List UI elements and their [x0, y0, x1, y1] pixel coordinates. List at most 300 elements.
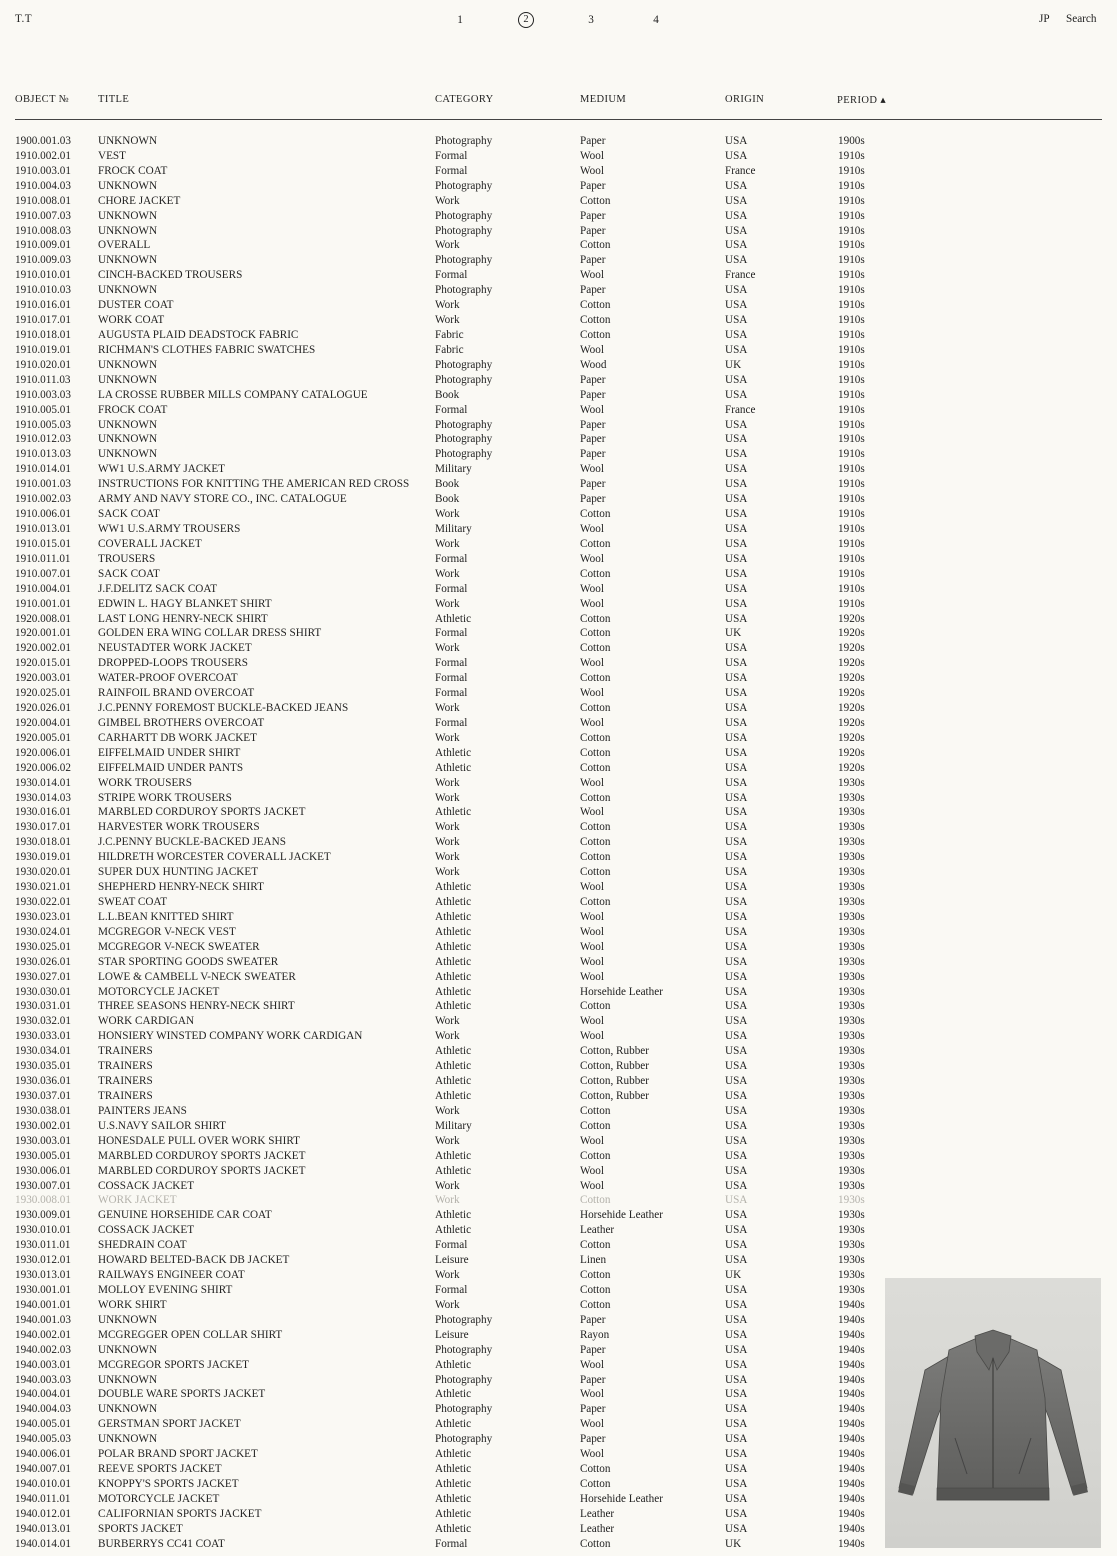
object-medium: Wool: [580, 1358, 604, 1371]
table-row[interactable]: [0, 253, 1117, 268]
object-origin: USA: [725, 478, 748, 491]
table-row[interactable]: [0, 477, 1117, 492]
table-row[interactable]: [0, 298, 1117, 313]
page-link-4[interactable]: 4: [653, 14, 659, 26]
object-title: HOWARD BELTED-BACK DB JACKET: [98, 1254, 290, 1267]
table-row[interactable]: [0, 701, 1117, 716]
object-period: 1910s: [838, 209, 865, 222]
object-category: Work: [435, 239, 460, 252]
table-row[interactable]: [0, 910, 1117, 925]
table-row[interactable]: [0, 268, 1117, 283]
table-row[interactable]: [0, 179, 1117, 194]
table-row[interactable]: [0, 1044, 1117, 1059]
object-title: EDWIN L. HAGY BLANKET SHIRT: [98, 597, 272, 610]
object-origin: USA: [725, 1179, 748, 1192]
object-origin: USA: [725, 522, 748, 535]
object-number: 1910.006.01: [15, 508, 71, 521]
table-row[interactable]: [0, 761, 1117, 776]
object-preview-image: [885, 1278, 1101, 1548]
object-medium: Leather: [580, 1224, 615, 1237]
table-row[interactable]: [0, 507, 1117, 522]
object-category: Work: [435, 851, 460, 864]
object-medium: Cotton: [580, 746, 611, 759]
object-number: 1930.010.01: [15, 1224, 71, 1237]
object-category: Athletic: [435, 970, 472, 983]
object-origin: USA: [725, 1418, 748, 1431]
object-period: 1940s: [838, 1433, 865, 1446]
object-number: 1930.032.01: [15, 1015, 71, 1028]
table-row[interactable]: [0, 686, 1117, 701]
table-row[interactable]: [0, 343, 1117, 358]
page-link-3[interactable]: 3: [588, 14, 594, 26]
table-row[interactable]: [0, 373, 1117, 388]
object-origin: USA: [725, 1388, 748, 1401]
object-number: 1940.010.01: [15, 1477, 71, 1490]
col-header-origin[interactable]: ORIGIN: [725, 94, 765, 105]
object-number: 1910.020.01: [15, 358, 71, 371]
object-category: Work: [435, 567, 460, 580]
object-category: Photography: [435, 254, 493, 267]
table-row[interactable]: [0, 1029, 1117, 1044]
object-category: Photography: [435, 1403, 493, 1416]
object-category: Work: [435, 1030, 460, 1043]
table-row[interactable]: [0, 403, 1117, 418]
table-row[interactable]: [0, 522, 1117, 537]
table-row[interactable]: [0, 1179, 1117, 1194]
object-medium: Cotton: [580, 567, 611, 580]
object-period: 1910s: [838, 269, 865, 282]
object-category: Work: [435, 1134, 460, 1147]
object-title: GENUINE HORSEHIDE CAR COAT: [98, 1209, 272, 1222]
object-category: Photography: [435, 209, 493, 222]
object-title: MARBLED CORDUROY SPORTS JACKET: [98, 1149, 306, 1162]
object-category: Fabric: [435, 343, 464, 356]
object-category: Athletic: [435, 1358, 472, 1371]
object-medium: Wool: [580, 925, 604, 938]
col-header-title[interactable]: TITLE: [98, 94, 130, 105]
object-number: 1910.014.01: [15, 463, 71, 476]
table-row[interactable]: [0, 1074, 1117, 1089]
object-number: 1930.005.01: [15, 1149, 71, 1162]
object-period: 1930s: [838, 821, 865, 834]
object-title: MOLLOY EVENING SHIRT: [98, 1283, 233, 1296]
object-period: 1930s: [838, 1179, 865, 1192]
object-number: 1940.001.03: [15, 1313, 71, 1326]
page-link-2-current[interactable]: 2: [518, 12, 534, 28]
object-origin: USA: [725, 1015, 748, 1028]
table-row[interactable]: [0, 671, 1117, 686]
object-title: GOLDEN ERA WING COLLAR DRESS SHIRT: [98, 627, 322, 640]
object-number: 1930.011.01: [15, 1239, 71, 1252]
object-title: UNKNOWN: [98, 418, 158, 431]
table-row[interactable]: [0, 940, 1117, 955]
object-number: 1910.005.03: [15, 418, 71, 431]
object-medium: Paper: [580, 448, 606, 461]
table-row[interactable]: [0, 209, 1117, 224]
table-row[interactable]: [0, 612, 1117, 627]
table-row[interactable]: [0, 238, 1117, 253]
object-title: COVERALL JACKET: [98, 537, 202, 550]
object-origin: USA: [725, 508, 748, 521]
table-row[interactable]: [0, 1134, 1117, 1149]
table-row[interactable]: [0, 985, 1117, 1000]
table-row[interactable]: [0, 328, 1117, 343]
table-row[interactable]: [0, 194, 1117, 209]
object-title: STAR SPORTING GOODS SWEATER: [98, 955, 279, 968]
object-origin: USA: [725, 1507, 748, 1520]
object-period: 1940s: [838, 1358, 865, 1371]
table-row[interactable]: [0, 149, 1117, 164]
object-medium: Paper: [580, 1433, 606, 1446]
object-origin: USA: [725, 1254, 748, 1267]
object-title: SACK COAT: [98, 567, 160, 580]
table-row[interactable]: [0, 582, 1117, 597]
object-title: HONSIERY WINSTED COMPANY WORK CARDIGAN: [98, 1030, 363, 1043]
object-origin: USA: [725, 642, 748, 655]
object-category: Athletic: [435, 940, 472, 953]
object-origin: France: [725, 403, 756, 416]
object-origin: USA: [725, 1448, 748, 1461]
object-medium: Cotton: [580, 1477, 611, 1490]
object-number: 1940.011.01: [15, 1492, 71, 1505]
table-row[interactable]: [0, 358, 1117, 373]
object-number: 1910.018.01: [15, 328, 71, 341]
object-category: Athletic: [435, 910, 472, 923]
object-medium: Cotton, Rubber: [580, 1060, 649, 1073]
object-period: 1940s: [838, 1537, 865, 1550]
table-row[interactable]: [0, 820, 1117, 835]
object-category: Work: [435, 731, 460, 744]
object-period: 1910s: [838, 448, 865, 461]
object-title: UNKNOWN: [98, 1403, 158, 1416]
object-medium: Horsehide Leather: [580, 1209, 663, 1222]
object-category: Formal: [435, 1239, 468, 1252]
object-number: 1930.018.01: [15, 836, 71, 849]
object-title: UNKNOWN: [98, 358, 158, 371]
col-header-medium[interactable]: MEDIUM: [580, 94, 627, 105]
object-title: LAST LONG HENRY-NECK SHIRT: [98, 612, 268, 625]
object-medium: Cotton: [580, 1463, 611, 1476]
table-row[interactable]: [0, 1119, 1117, 1134]
object-origin: UK: [725, 358, 742, 371]
object-category: Athletic: [435, 746, 472, 759]
object-period: 1920s: [838, 746, 865, 759]
object-number: 1910.010.03: [15, 284, 71, 297]
object-period: 1910s: [838, 358, 865, 371]
object-period: 1930s: [838, 776, 865, 789]
object-category: Military: [435, 1119, 472, 1132]
object-period: 1930s: [838, 1000, 865, 1013]
header-divider: [15, 119, 1102, 120]
table-row[interactable]: [0, 895, 1117, 910]
table-row[interactable]: [0, 1059, 1117, 1074]
object-period: 1910s: [838, 567, 865, 580]
object-category: Formal: [435, 582, 468, 595]
table-row[interactable]: [0, 835, 1117, 850]
table-row[interactable]: [0, 1164, 1117, 1179]
object-category: Athletic: [435, 1522, 472, 1535]
object-origin: USA: [725, 955, 748, 968]
object-number: 1940.004.03: [15, 1403, 71, 1416]
object-origin: USA: [725, 537, 748, 550]
object-title: TRAINERS: [98, 1075, 153, 1088]
object-medium: Cotton: [580, 1239, 611, 1252]
object-origin: UK: [725, 627, 742, 640]
table-row[interactable]: [0, 537, 1117, 552]
object-origin: UK: [725, 1537, 742, 1550]
object-medium: Cotton: [580, 239, 611, 252]
object-medium: Paper: [580, 1313, 606, 1326]
object-period: 1920s: [838, 642, 865, 655]
table-row[interactable]: [0, 492, 1117, 507]
object-category: Book: [435, 388, 460, 401]
object-category: Photography: [435, 1373, 493, 1386]
object-title: TROUSERS: [98, 552, 156, 565]
object-period: 1920s: [838, 672, 865, 685]
object-number: 1930.024.01: [15, 925, 71, 938]
object-period: 1930s: [838, 1209, 865, 1222]
object-number: 1940.013.01: [15, 1522, 71, 1535]
object-origin: USA: [725, 254, 748, 267]
object-period: 1910s: [838, 403, 865, 416]
object-number: 1930.030.01: [15, 985, 71, 998]
table-row[interactable]: [0, 746, 1117, 761]
object-origin: USA: [725, 1104, 748, 1117]
object-category: Work: [435, 791, 460, 804]
table-row[interactable]: [0, 134, 1117, 149]
table-row[interactable]: [0, 462, 1117, 477]
site-logo[interactable]: T.T: [15, 13, 33, 25]
object-period: 1910s: [838, 582, 865, 595]
table-row[interactable]: [0, 224, 1117, 239]
object-period: 1930s: [838, 1104, 865, 1117]
object-period: 1930s: [838, 955, 865, 968]
object-title: RAINFOIL BRAND OVERCOAT: [98, 687, 255, 700]
language-toggle[interactable]: JP: [1039, 13, 1050, 25]
object-title: UNKNOWN: [98, 373, 158, 386]
object-origin: USA: [725, 1075, 748, 1088]
table-row[interactable]: [0, 283, 1117, 298]
object-title: L.L.BEAN KNITTED SHIRT: [98, 910, 234, 923]
object-title: WW1 U.S.ARMY JACKET: [98, 463, 225, 476]
table-row[interactable]: [0, 880, 1117, 895]
object-medium: Wool: [580, 149, 604, 162]
object-medium: Cotton: [580, 508, 611, 521]
object-medium: Cotton, Rubber: [580, 1045, 649, 1058]
table-row[interactable]: [0, 955, 1117, 970]
object-number: 1930.014.01: [15, 776, 71, 789]
object-period: 1940s: [838, 1388, 865, 1401]
object-origin: USA: [725, 597, 748, 610]
object-period: 1930s: [838, 970, 865, 983]
object-title: MOTORCYCLE JACKET: [98, 985, 220, 998]
table-row[interactable]: [0, 1089, 1117, 1104]
object-category: Formal: [435, 716, 468, 729]
table-row[interactable]: [0, 805, 1117, 820]
object-category: Athletic: [435, 1045, 472, 1058]
page-link-1[interactable]: 1: [457, 14, 463, 26]
object-medium: Wool: [580, 1134, 604, 1147]
table-row[interactable]: [0, 1014, 1117, 1029]
object-title: MCGREGOR V-NECK VEST: [98, 925, 236, 938]
object-category: Photography: [435, 1433, 493, 1446]
table-row[interactable]: [0, 865, 1117, 880]
object-number: 1920.003.01: [15, 672, 71, 685]
object-title: MARBLED CORDUROY SPORTS JACKET: [98, 1164, 306, 1177]
object-period: 1910s: [838, 537, 865, 550]
object-category: Athletic: [435, 1224, 472, 1237]
object-number: 1910.012.03: [15, 433, 71, 446]
object-title: UNKNOWN: [98, 1433, 158, 1446]
object-medium: Cotton: [580, 731, 611, 744]
object-category: Work: [435, 1298, 460, 1311]
search-link[interactable]: Search: [1066, 13, 1097, 25]
object-origin: USA: [725, 761, 748, 774]
object-title: FROCK COAT: [98, 164, 168, 177]
object-number: 1920.004.01: [15, 716, 71, 729]
object-category: Formal: [435, 269, 468, 282]
object-medium: Cotton: [580, 1283, 611, 1296]
object-origin: USA: [725, 388, 748, 401]
table-row[interactable]: [0, 716, 1117, 731]
object-medium: Cotton: [580, 896, 611, 909]
col-header-period-sorted[interactable]: PERIOD ▴: [837, 95, 887, 106]
object-number: 1930.021.01: [15, 881, 71, 894]
object-category: Formal: [435, 627, 468, 640]
object-category: Formal: [435, 164, 468, 177]
object-number: 1910.005.01: [15, 403, 71, 416]
object-origin: USA: [725, 1433, 748, 1446]
object-origin: USA: [725, 687, 748, 700]
object-number: 1940.004.01: [15, 1388, 71, 1401]
object-number: 1940.007.01: [15, 1463, 71, 1476]
table-row[interactable]: [0, 791, 1117, 806]
table-row[interactable]: [0, 776, 1117, 791]
object-title: HONESDALE PULL OVER WORK SHIRT: [98, 1134, 300, 1147]
object-title: J.C.PENNY BUCKLE-BACKED JEANS: [98, 836, 286, 849]
object-origin: USA: [725, 970, 748, 983]
object-period: 1910s: [838, 164, 865, 177]
object-number: 1910.003.01: [15, 164, 71, 177]
object-period: 1920s: [838, 657, 865, 670]
jacket-photo-icon: [885, 1278, 1101, 1548]
object-origin: USA: [725, 851, 748, 864]
table-row[interactable]: [0, 567, 1117, 582]
object-category: Formal: [435, 657, 468, 670]
object-origin: UK: [725, 1269, 742, 1282]
object-period: 1910s: [838, 552, 865, 565]
table-row[interactable]: [0, 731, 1117, 746]
object-number: 1930.034.01: [15, 1045, 71, 1058]
object-origin: USA: [725, 821, 748, 834]
col-header-object-no[interactable]: OBJECT №: [15, 94, 70, 105]
object-category: Athletic: [435, 1388, 472, 1401]
object-origin: USA: [725, 299, 748, 312]
table-row[interactable]: [0, 641, 1117, 656]
object-period: 1930s: [838, 1075, 865, 1088]
object-title: UNKNOWN: [98, 448, 158, 461]
object-origin: USA: [725, 1224, 748, 1237]
object-number: 1910.007.03: [15, 209, 71, 222]
table-row[interactable]: [0, 999, 1117, 1014]
table-row[interactable]: [0, 1238, 1117, 1253]
object-period: 1940s: [838, 1418, 865, 1431]
object-category: Athletic: [435, 1000, 472, 1013]
object-category: Athletic: [435, 1448, 472, 1461]
object-origin: USA: [725, 806, 748, 819]
object-title: EIFFELMAID UNDER SHIRT: [98, 746, 241, 759]
table-row[interactable]: [0, 925, 1117, 940]
table-row[interactable]: [0, 1149, 1117, 1164]
object-number: 1910.009.01: [15, 239, 71, 252]
object-origin: USA: [725, 1164, 748, 1177]
object-medium: Wool: [580, 881, 604, 894]
table-row[interactable]: [0, 626, 1117, 641]
table-row[interactable]: [0, 164, 1117, 179]
object-category: Work: [435, 702, 460, 715]
object-number: 1930.003.01: [15, 1134, 71, 1147]
object-category: Athletic: [435, 1075, 472, 1088]
object-period: 1910s: [838, 508, 865, 521]
col-header-category[interactable]: CATEGORY: [435, 94, 494, 105]
table-row[interactable]: [0, 656, 1117, 671]
object-category: Athletic: [435, 896, 472, 909]
object-period: 1910s: [838, 254, 865, 267]
object-period: 1920s: [838, 716, 865, 729]
object-category: Photography: [435, 433, 493, 446]
table-row[interactable]: [0, 597, 1117, 612]
table-row[interactable]: [0, 970, 1117, 985]
table-row[interactable]: [0, 1223, 1117, 1238]
table-row[interactable]: [0, 552, 1117, 567]
object-period: 1920s: [838, 612, 865, 625]
object-title: LA CROSSE RUBBER MILLS COMPANY CATALOGUE: [98, 388, 368, 401]
object-category: Work: [435, 776, 460, 789]
object-medium: Wool: [580, 269, 604, 282]
object-period: 1910s: [838, 373, 865, 386]
table-row[interactable]: [0, 1104, 1117, 1119]
object-medium: Wool: [580, 1030, 604, 1043]
object-number: 1910.011.03: [15, 373, 71, 386]
table-row[interactable]: [0, 447, 1117, 462]
table-row[interactable]: [0, 388, 1117, 403]
object-title: SHEDRAIN COAT: [98, 1239, 187, 1252]
object-origin: USA: [725, 1343, 748, 1356]
table-row[interactable]: [0, 1193, 1117, 1208]
object-medium: Wool: [580, 657, 604, 670]
table-row[interactable]: [0, 432, 1117, 447]
object-number: 1940.014.01: [15, 1537, 71, 1550]
table-row[interactable]: [0, 850, 1117, 865]
table-row[interactable]: [0, 313, 1117, 328]
object-title: UNKNOWN: [98, 209, 158, 222]
object-medium: Cotton: [580, 791, 611, 804]
object-number: 1910.010.01: [15, 269, 71, 282]
table-row[interactable]: [0, 1208, 1117, 1223]
object-period: 1940s: [838, 1522, 865, 1535]
table-row[interactable]: [0, 1253, 1117, 1268]
object-medium: Wool: [580, 687, 604, 700]
object-title: CARHARTT DB WORK JACKET: [98, 731, 257, 744]
object-origin: USA: [725, 552, 748, 565]
object-title: AUGUSTA PLAID DEADSTOCK FABRIC: [98, 328, 299, 341]
object-period: 1930s: [838, 1134, 865, 1147]
object-period: 1940s: [838, 1463, 865, 1476]
object-title: MARBLED CORDUROY SPORTS JACKET: [98, 806, 306, 819]
object-period: 1920s: [838, 702, 865, 715]
object-category: Athletic: [435, 985, 472, 998]
table-row[interactable]: [0, 418, 1117, 433]
